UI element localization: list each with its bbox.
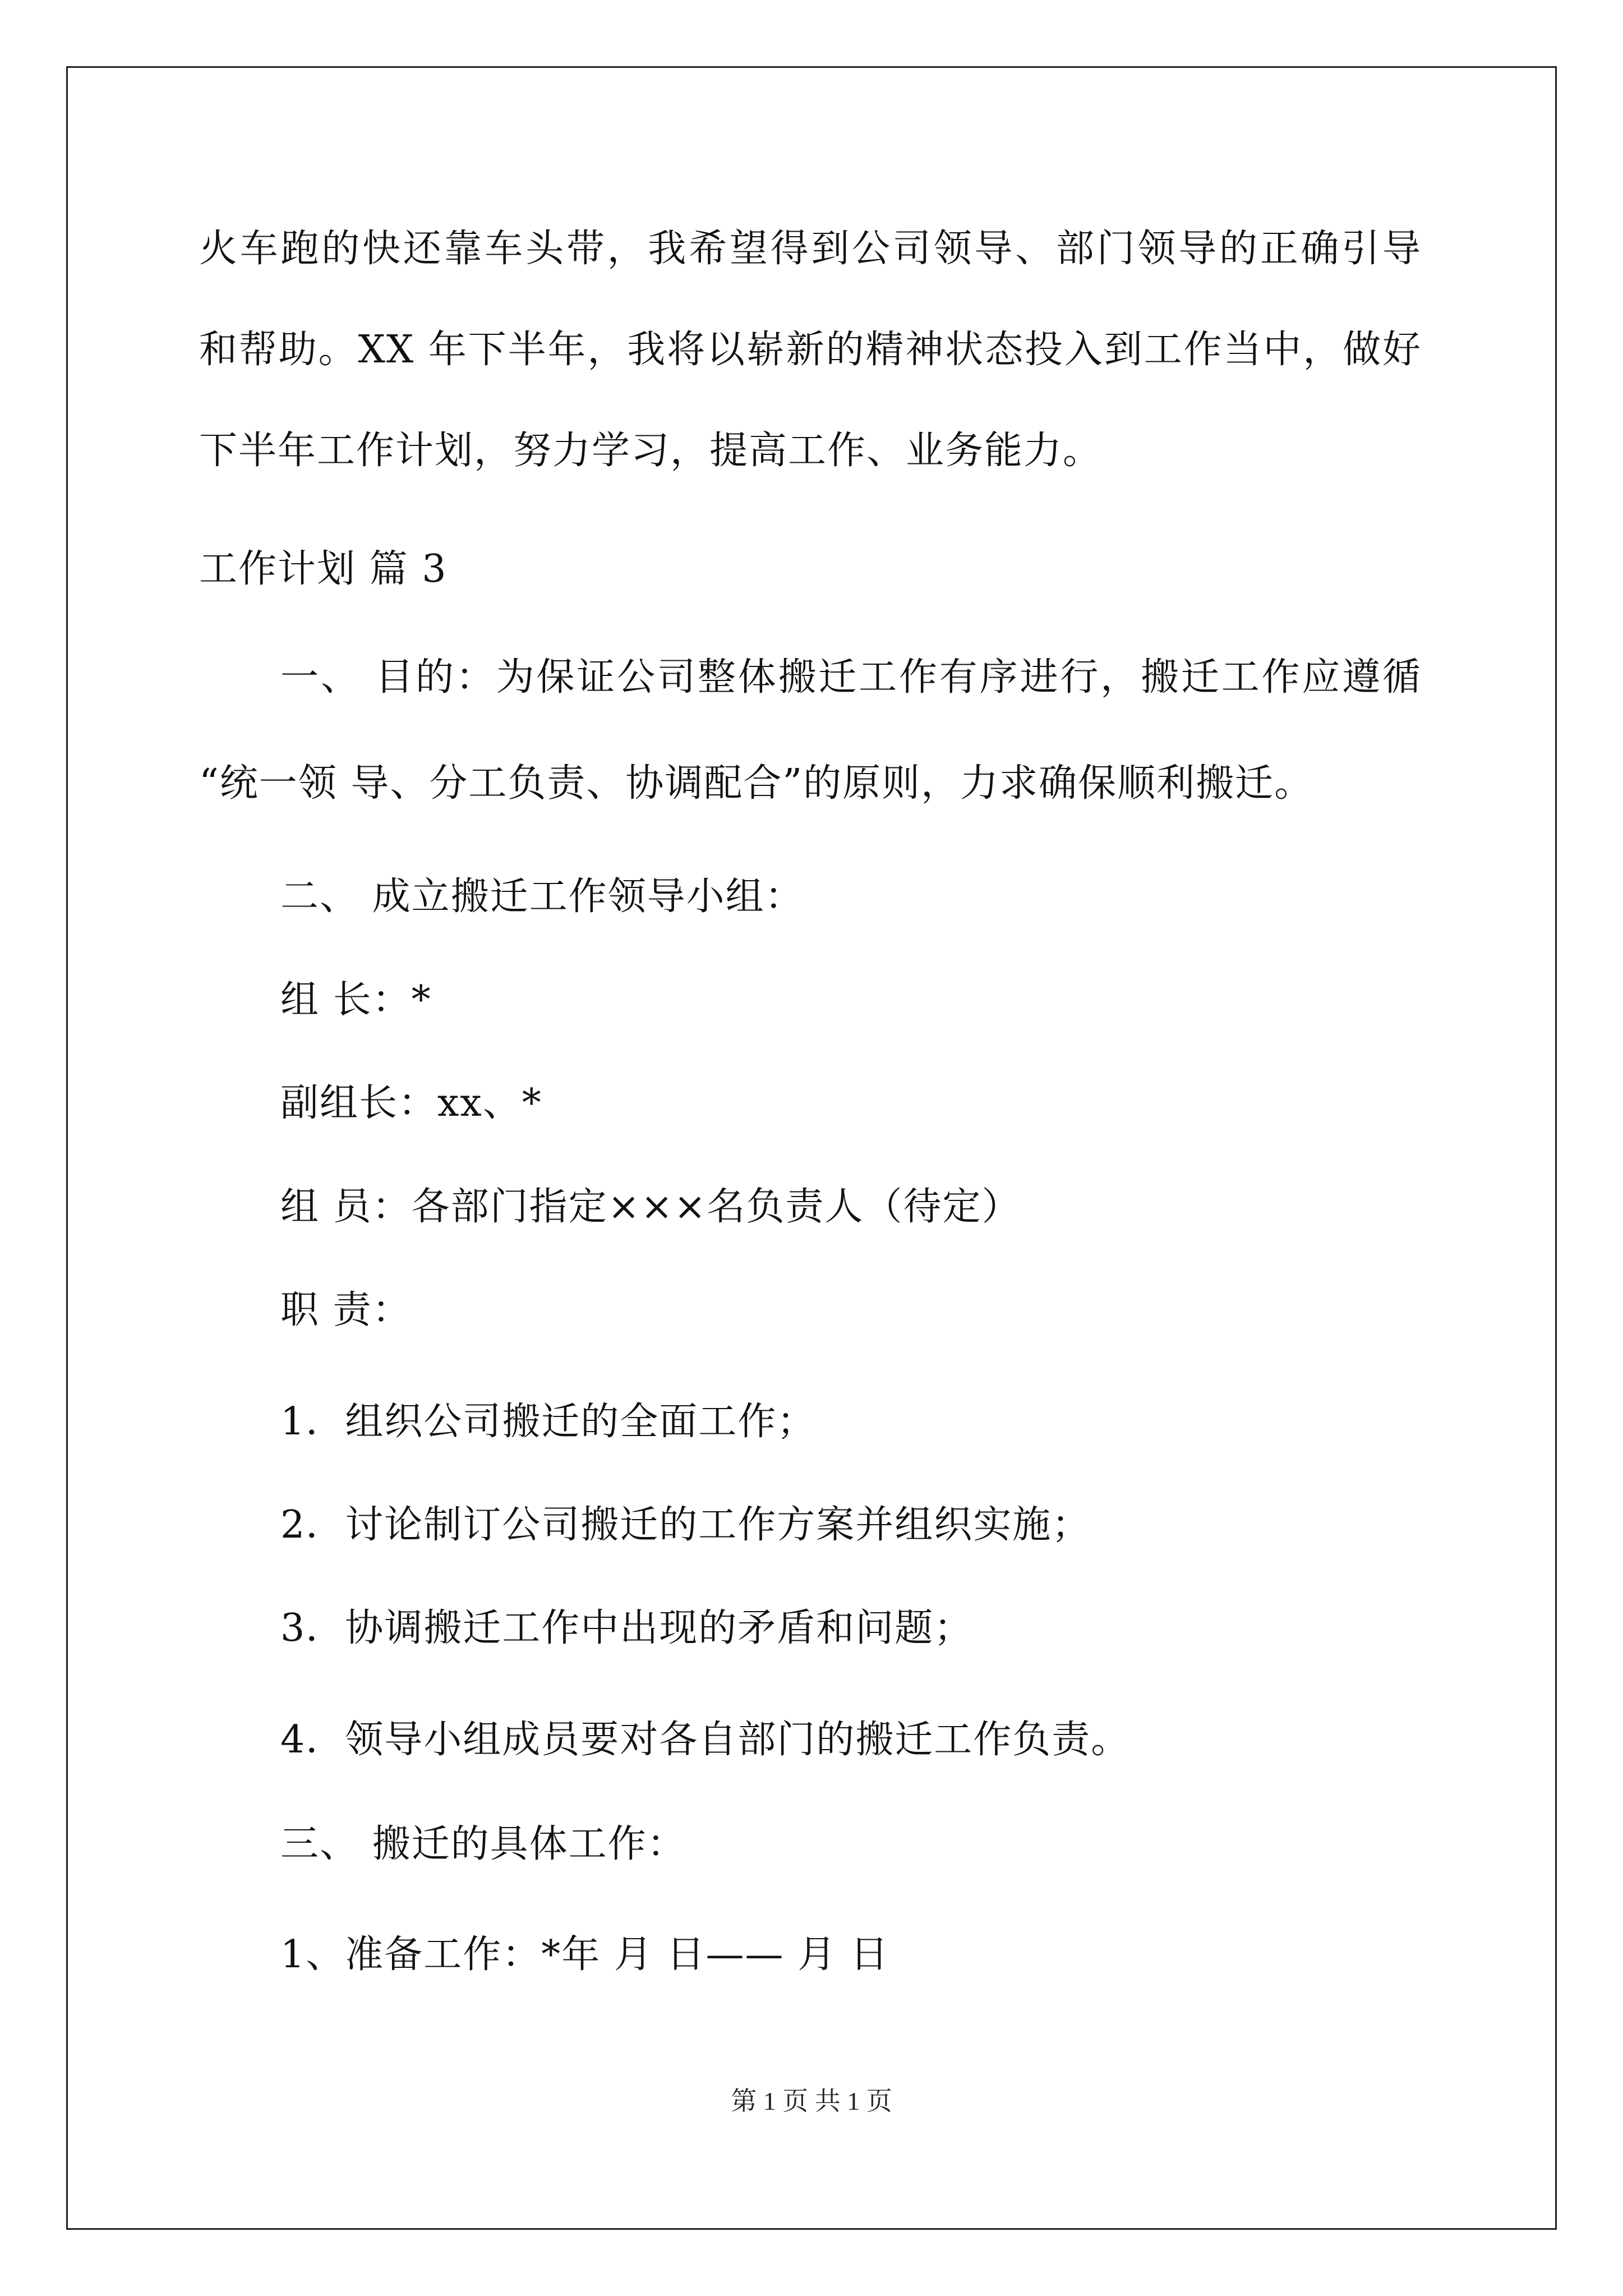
body-line-principle: “统一领 导、分工负责、协调配合”的原则，力求确保顺利搬迁。 — [199, 761, 1314, 806]
leader-line: 组 长：* — [280, 978, 432, 1022]
duty-item-3: 3．协调搬迁工作中出现的矛盾和问题； — [280, 1606, 974, 1650]
duty-item-1: 1．组织公司搬迁的全面工作； — [280, 1400, 817, 1444]
list-heading-3: 三、 搬迁的具体工作： — [280, 1822, 686, 1866]
body-line-1: 火车跑的快还靠车头带，我希望得到公司领导、部门领导的正确引导 — [199, 227, 1422, 271]
duty-item-4: 4．领导小组成员要对各自部门的搬迁工作负责。 — [280, 1718, 1131, 1762]
duties-heading: 职 责： — [280, 1288, 412, 1332]
body-line-2: 和帮助。XX 年下半年，我将以崭新的精神状态投入到工作当中，做好 — [199, 328, 1422, 372]
page-footer: 第 1 页 共 1 页 — [731, 2087, 892, 2115]
prep-work-line: 1、准备工作：*年 月 日—— 月 日 — [280, 1932, 889, 1977]
members-line: 组 员：各部门指定×××名负责人（待定） — [280, 1185, 1021, 1229]
body-line-3: 下半年工作计划，努力学习，提高工作、业务能力。 — [199, 429, 1103, 473]
body-line-purpose: 一、 目的：为保证公司整体搬迁工作有序进行，搬迁工作应遵循 — [280, 655, 1422, 700]
page-border — [66, 66, 1557, 2230]
deputy-leader-line: 副组长：xx、* — [280, 1081, 542, 1125]
duty-item-2: 2．讨论制订公司搬迁的工作方案并组织实施； — [280, 1503, 1091, 1547]
section-heading: 工作计划 篇 3 — [199, 547, 448, 591]
list-heading-2: 二、 成立搬迁工作领导小组： — [280, 875, 804, 919]
